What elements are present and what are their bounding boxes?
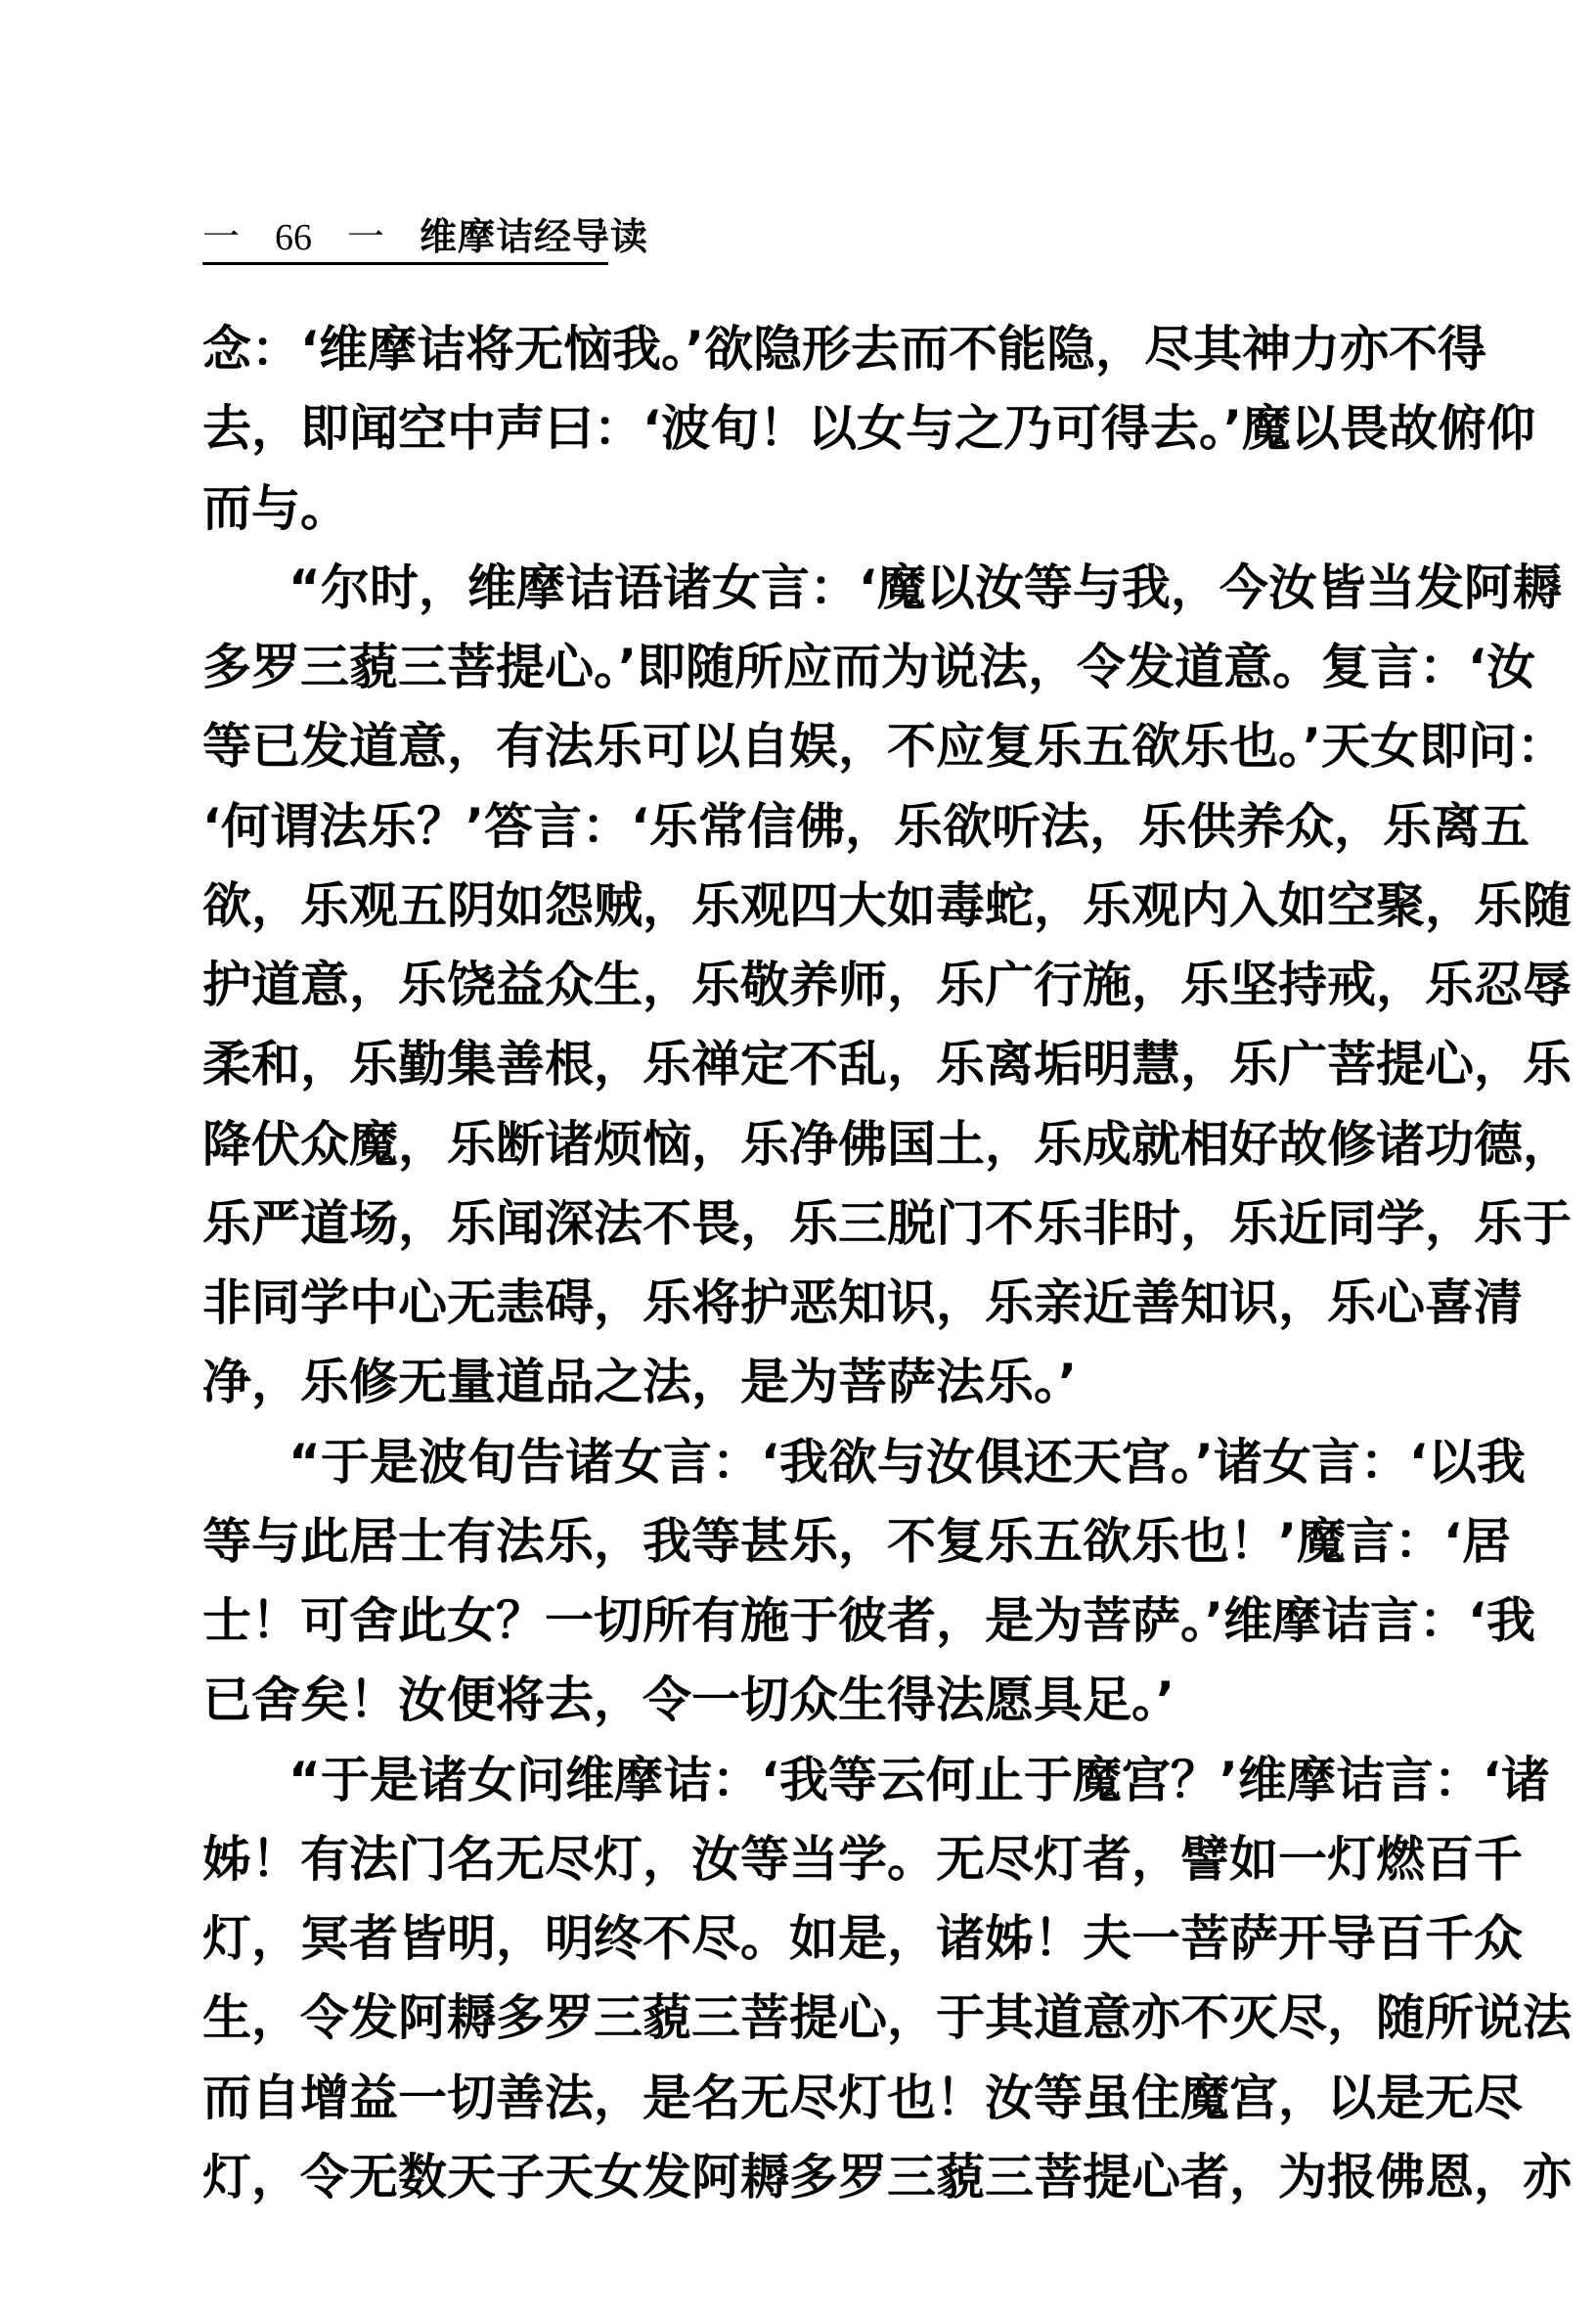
text-line: “于是波旬告诸女言：‘我欲与汝俱还天宫。’诸女言：‘以我 [288, 1433, 1526, 1491]
text-line: 灯，冥者皆明，明终不尽。如是，诸姊！夫一菩萨开导百千众 [202, 1910, 1523, 1967]
header-dash-left: 一 [202, 215, 241, 258]
text-line: 念：‘维摩诘将无恼我。’欲隐形去而不能隐，尽其神力亦不得 [202, 321, 1486, 378]
text-line: ‘何谓法乐？’答言：‘乐常信佛，乐欲听法，乐供养众，乐离五 [202, 797, 1530, 855]
text-line: 去，即闻空中声曰：‘波旬！以女与之乃可得去。’魔以畏故俯仰 [202, 400, 1535, 458]
text-line: 护道意，乐饶益众生，乐敬养师，乐广行施，乐坚持戒，乐忍辱 [202, 957, 1572, 1013]
text-line: 等已发道意，有法乐可以自娱，不应复乐五欲乐也。’天女即问： [202, 718, 1566, 776]
page-number: 66 [275, 217, 312, 258]
book-title: 维摩诘经导读 [420, 215, 649, 258]
text-line: 而自增益一切善法，是名无尽灯也！汝等虽住魔宫，以是无尽 [202, 2069, 1523, 2126]
text-line: 乐严道场，乐闻深法不畏，乐三脱门不乐非时，乐近同学，乐于 [202, 1194, 1572, 1252]
text-line: 多罗三藐三菩提心。’即随所应而为说法，令发道意。复言：‘汝 [202, 639, 1535, 695]
text-line: “于是诸女问维摩诘：‘我等云何止于魔宫？’维摩诘言：‘诸 [288, 1751, 1550, 1808]
text-line: 柔和，乐勤集善根，乐禅定不乱，乐离垢明慧，乐广菩提心，乐 [202, 1036, 1572, 1093]
text-line: 已舍矣！汝便将去，令一切众生得法愿具足。’ [202, 1671, 1175, 1729]
header-dash-right: 一 [347, 215, 385, 258]
text-line: 而与。 [202, 479, 349, 537]
text-line: 欲，乐观五阴如怨贼，乐观四大如毒蛇，乐观内入如空聚，乐随 [202, 876, 1572, 934]
text-line: 非同学中心无恚碍，乐将护恶知识，乐亲近善知识，乐心喜清 [202, 1274, 1523, 1331]
text-line: 士！可舍此女？一切所有施于彼者，是为菩萨。’维摩诘言：‘我 [202, 1592, 1535, 1649]
running-header [202, 213, 649, 265]
text-line: 净，乐修无量道品之法，是为菩萨法乐。’ [202, 1354, 1077, 1411]
body-text [202, 310, 1572, 2217]
text-line: “尔时，维摩诘语诸女言：‘魔以汝等与我，今汝皆当发阿耨 [288, 558, 1562, 616]
text-line: 生，令发阿耨多罗三藐三菩提心，于其道意亦不灭尽，随所说法 [202, 1989, 1572, 2047]
text-line: 降伏众魔，乐断诸烦恼，乐净佛国土，乐成就相好故修诸功德， [202, 1115, 1572, 1173]
text-line: 等与此居士有法乐，我等甚乐，不复乐五欲乐也！’魔言：‘居 [202, 1512, 1511, 1570]
text-line: 姊！有法门名无尽灯，汝等当学。无尽灯者，譬如一灯燃百千 [202, 1830, 1523, 1888]
text-line: 灯，令无数天子天女发阿耨多罗三藐三菩提心者，为报佛恩，亦 [202, 2148, 1572, 2205]
